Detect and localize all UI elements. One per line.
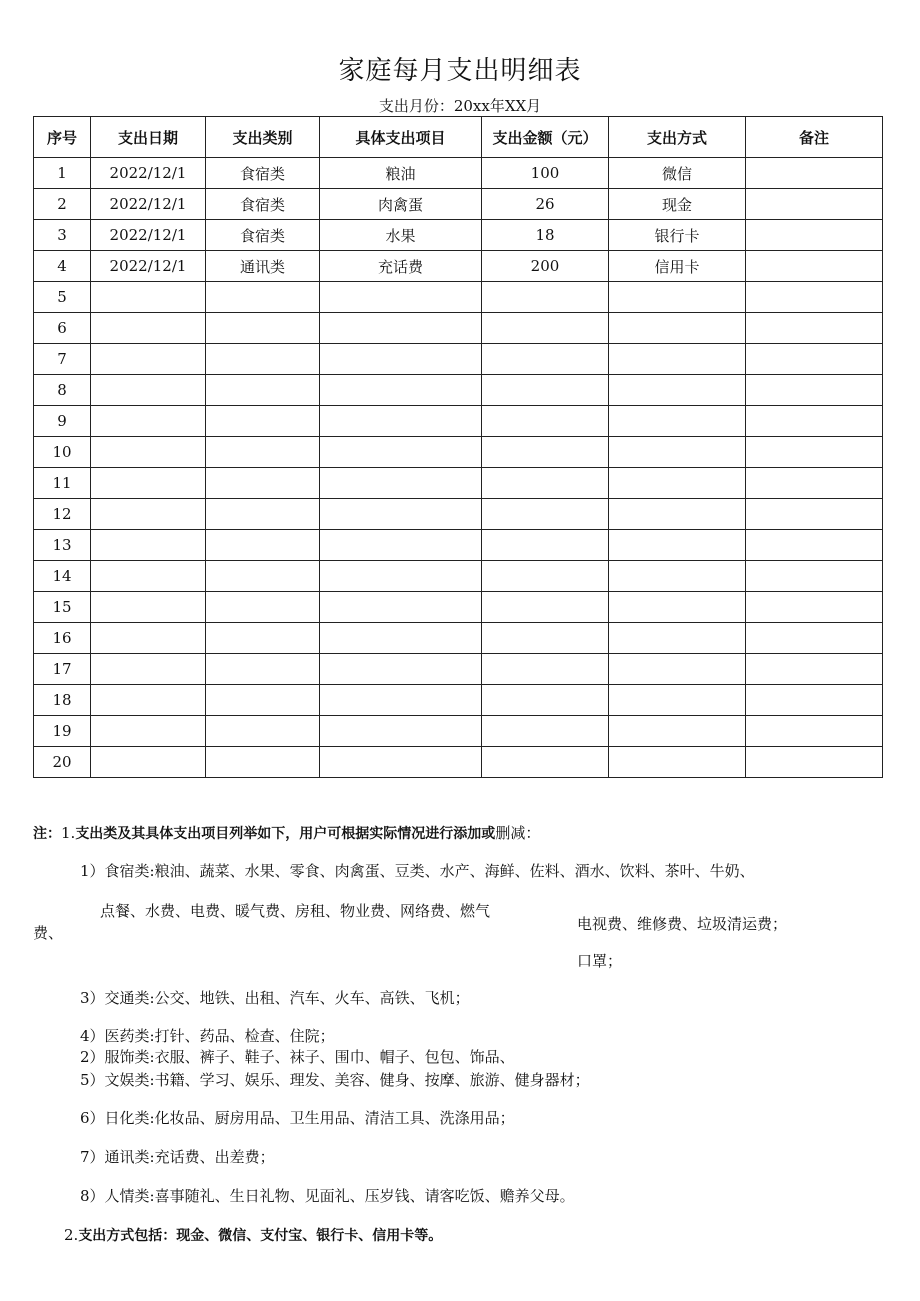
table-cell bbox=[482, 468, 609, 499]
table-cell: 银行卡 bbox=[609, 220, 746, 251]
table-cell bbox=[746, 716, 883, 747]
table-cell bbox=[206, 685, 320, 716]
table-cell bbox=[482, 592, 609, 623]
table-cell bbox=[609, 313, 746, 344]
table-cell: 食宿类 bbox=[206, 189, 320, 220]
table-cell bbox=[320, 747, 482, 778]
table-row bbox=[34, 499, 883, 530]
table-cell: 200 bbox=[482, 251, 609, 282]
table-cell: 水果 bbox=[320, 220, 482, 251]
table-cell bbox=[609, 623, 746, 654]
table-cell bbox=[206, 313, 320, 344]
table-cell bbox=[482, 282, 609, 313]
table-cell bbox=[746, 654, 883, 685]
note2-number: 2. bbox=[64, 1226, 79, 1244]
table-cell bbox=[320, 282, 482, 313]
category-entertainment: 5）文娱类:书籍、学习、娱乐、理发、美容、健身、按摩、旅游、健身器材； bbox=[80, 1071, 590, 1089]
table-cell bbox=[609, 561, 746, 592]
table-row bbox=[34, 406, 883, 437]
table-cell: 26 bbox=[482, 189, 609, 220]
table-cell bbox=[91, 561, 206, 592]
table-cell: 8 bbox=[34, 375, 91, 406]
table-cell bbox=[91, 747, 206, 778]
table-cell bbox=[91, 282, 206, 313]
table-cell bbox=[746, 437, 883, 468]
table-cell: 17 bbox=[34, 654, 91, 685]
table-cell bbox=[746, 685, 883, 716]
table-cell bbox=[482, 747, 609, 778]
table-cell: 15 bbox=[34, 592, 91, 623]
note1-text: 支出类及其具体支出项目列举如下，用户可根据实际情况进行添加或 bbox=[75, 826, 496, 842]
table-cell: 通讯类 bbox=[206, 251, 320, 282]
table-cell bbox=[206, 716, 320, 747]
table-cell: 现金 bbox=[609, 189, 746, 220]
table-cell bbox=[482, 499, 609, 530]
table-cell bbox=[609, 685, 746, 716]
table-cell bbox=[482, 437, 609, 468]
table-cell bbox=[746, 623, 883, 654]
table-cell: 100 bbox=[482, 158, 609, 189]
table-cell bbox=[482, 530, 609, 561]
table-row bbox=[34, 437, 883, 468]
category-food: 1）食宿类:粮油、蔬菜、水果、零食、肉禽蛋、豆类、水产、海鲜、佐料、酒水、饮料、茶叶、牛奶、 bbox=[80, 862, 755, 880]
table-cell bbox=[91, 406, 206, 437]
table-cell bbox=[206, 468, 320, 499]
table-cell: 18 bbox=[482, 220, 609, 251]
table-cell bbox=[609, 282, 746, 313]
table-cell bbox=[91, 468, 206, 499]
table-cell: 2022/12/1 bbox=[91, 158, 206, 189]
table-cell: 13 bbox=[34, 530, 91, 561]
table-cell: 16 bbox=[34, 623, 91, 654]
table-cell bbox=[91, 592, 206, 623]
table-cell bbox=[91, 437, 206, 468]
table-cell bbox=[91, 375, 206, 406]
table-cell bbox=[609, 499, 746, 530]
table-cell bbox=[91, 499, 206, 530]
table-cell bbox=[746, 747, 883, 778]
table-row bbox=[34, 344, 883, 375]
table-cell bbox=[320, 375, 482, 406]
table-row bbox=[34, 530, 883, 561]
table-row bbox=[34, 623, 883, 654]
table-row bbox=[34, 654, 883, 685]
table-cell bbox=[746, 282, 883, 313]
table-row bbox=[34, 158, 883, 189]
note2-text: 支出方式包括：现金、微信、支付宝、银行卡、信用卡等。 bbox=[78, 1228, 443, 1244]
table-cell bbox=[206, 406, 320, 437]
table-body bbox=[34, 158, 883, 778]
category-clothing: 2）服饰类:衣服、裤子、鞋子、袜子、围巾、帽子、包包、饰品、 bbox=[80, 1048, 515, 1066]
table-cell: 18 bbox=[34, 685, 91, 716]
table-cell bbox=[320, 530, 482, 561]
expense-table bbox=[33, 116, 883, 778]
table-cell: 14 bbox=[34, 561, 91, 592]
table-cell: 3 bbox=[34, 220, 91, 251]
table-cell bbox=[746, 251, 883, 282]
table-cell: 粮油 bbox=[320, 158, 482, 189]
table-row bbox=[34, 220, 883, 251]
category-food-continued: 点餐、水费、电费、暖气费、房租、物业费、网络费、燃气 bbox=[100, 902, 491, 920]
table-header-row bbox=[34, 117, 883, 158]
table-cell bbox=[320, 716, 482, 747]
table-cell: 11 bbox=[34, 468, 91, 499]
table-cell: 12 bbox=[34, 499, 91, 530]
table-row bbox=[34, 375, 883, 406]
table-cell bbox=[320, 313, 482, 344]
table-cell bbox=[206, 654, 320, 685]
table-cell bbox=[609, 592, 746, 623]
table-cell: 19 bbox=[34, 716, 91, 747]
table-cell bbox=[746, 561, 883, 592]
table-cell bbox=[609, 747, 746, 778]
table-cell bbox=[206, 344, 320, 375]
page-title: 家庭每月支出明细表 bbox=[338, 56, 582, 86]
table-cell bbox=[482, 313, 609, 344]
column-header: 序号 bbox=[34, 117, 91, 158]
table-cell: 2022/12/1 bbox=[91, 189, 206, 220]
table-cell: 食宿类 bbox=[206, 220, 320, 251]
table-cell: 肉禽蛋 bbox=[320, 189, 482, 220]
table-row bbox=[34, 747, 883, 778]
category-daily-goods: 6）日化类:化妆品、厨房用品、卫生用品、清洁工具、洗涤用品； bbox=[80, 1109, 515, 1127]
category-social: 8）人情类:喜事随礼、生日礼物、见面礼、压岁钱、请客吃饭、赡养父母。 bbox=[80, 1187, 575, 1205]
table-cell: 6 bbox=[34, 313, 91, 344]
expense-month: 支出月份：20xx年XX月 bbox=[378, 97, 542, 115]
table-cell bbox=[320, 437, 482, 468]
category-transport: 3）交通类:公交、地铁、出租、汽车、火车、高铁、飞机； bbox=[80, 989, 470, 1007]
note1-number: 1. bbox=[61, 824, 76, 842]
table-cell bbox=[746, 468, 883, 499]
table-cell bbox=[320, 468, 482, 499]
table-cell bbox=[482, 623, 609, 654]
table-cell bbox=[746, 313, 883, 344]
table-row bbox=[34, 468, 883, 499]
table-cell bbox=[91, 530, 206, 561]
table-cell bbox=[482, 406, 609, 437]
column-header: 备注 bbox=[746, 117, 883, 158]
table-row bbox=[34, 313, 883, 344]
table-cell bbox=[746, 530, 883, 561]
table-cell: 微信 bbox=[609, 158, 746, 189]
table-cell bbox=[482, 654, 609, 685]
table-cell: 20 bbox=[34, 747, 91, 778]
table-cell bbox=[91, 344, 206, 375]
table-cell bbox=[746, 158, 883, 189]
category-food-continued-right: 电视费、维修费、垃圾清运费； bbox=[577, 915, 788, 933]
table-cell bbox=[482, 344, 609, 375]
table-cell: 2022/12/1 bbox=[91, 251, 206, 282]
table-cell bbox=[609, 406, 746, 437]
table-cell: 食宿类 bbox=[206, 158, 320, 189]
category-food-masks: 口罩； bbox=[577, 952, 623, 970]
table-cell bbox=[746, 375, 883, 406]
column-header: 具体支出项目 bbox=[320, 117, 482, 158]
table-cell: 充话费 bbox=[320, 251, 482, 282]
table-cell bbox=[91, 623, 206, 654]
table-cell bbox=[609, 437, 746, 468]
table-cell bbox=[206, 282, 320, 313]
table-row bbox=[34, 251, 883, 282]
table-cell bbox=[482, 716, 609, 747]
table-cell bbox=[320, 685, 482, 716]
table-cell bbox=[206, 530, 320, 561]
table-cell bbox=[320, 561, 482, 592]
note-prefix: 注： bbox=[33, 826, 61, 842]
table-row bbox=[34, 685, 883, 716]
table-cell bbox=[746, 220, 883, 251]
column-header: 支出类别 bbox=[206, 117, 320, 158]
table-cell bbox=[206, 623, 320, 654]
table-cell: 4 bbox=[34, 251, 91, 282]
table-cell bbox=[91, 716, 206, 747]
table-cell: 5 bbox=[34, 282, 91, 313]
table-cell: 2022/12/1 bbox=[91, 220, 206, 251]
table-row bbox=[34, 282, 883, 313]
table-cell bbox=[746, 499, 883, 530]
table-cell: 10 bbox=[34, 437, 91, 468]
table-cell: 9 bbox=[34, 406, 91, 437]
table-cell bbox=[482, 685, 609, 716]
table-cell bbox=[206, 375, 320, 406]
table-cell: 7 bbox=[34, 344, 91, 375]
table-cell bbox=[206, 437, 320, 468]
table-cell bbox=[746, 592, 883, 623]
table-cell bbox=[609, 716, 746, 747]
table-cell bbox=[609, 530, 746, 561]
table-row bbox=[34, 561, 883, 592]
column-header: 支出金额（元） bbox=[482, 117, 609, 158]
table-cell bbox=[609, 375, 746, 406]
table-cell bbox=[320, 623, 482, 654]
table-cell bbox=[206, 592, 320, 623]
table-cell bbox=[320, 499, 482, 530]
table-row bbox=[34, 189, 883, 220]
table-cell bbox=[746, 189, 883, 220]
table-cell bbox=[746, 344, 883, 375]
table-cell bbox=[482, 561, 609, 592]
table-cell bbox=[482, 375, 609, 406]
table-cell bbox=[320, 654, 482, 685]
category-food-continued-fee: 费、 bbox=[33, 924, 64, 942]
column-header: 支出方式 bbox=[609, 117, 746, 158]
table-cell bbox=[206, 561, 320, 592]
note1-tail: 删减： bbox=[495, 824, 541, 842]
table-cell bbox=[206, 499, 320, 530]
category-medical: 4）医药类:打针、药品、检查、住院； bbox=[80, 1027, 335, 1045]
table-cell bbox=[320, 592, 482, 623]
table-cell bbox=[609, 344, 746, 375]
table-cell bbox=[746, 406, 883, 437]
table-cell bbox=[91, 654, 206, 685]
table-cell bbox=[609, 468, 746, 499]
table-cell: 1 bbox=[34, 158, 91, 189]
table-cell bbox=[609, 654, 746, 685]
table-cell bbox=[320, 344, 482, 375]
table-cell bbox=[320, 406, 482, 437]
table-cell bbox=[206, 747, 320, 778]
table-cell: 信用卡 bbox=[609, 251, 746, 282]
table-row bbox=[34, 716, 883, 747]
table-cell bbox=[91, 685, 206, 716]
column-header: 支出日期 bbox=[91, 117, 206, 158]
table-row bbox=[34, 592, 883, 623]
table-cell: 2 bbox=[34, 189, 91, 220]
table-cell bbox=[91, 313, 206, 344]
category-telecom: 7）通讯类:充话费、出差费； bbox=[80, 1148, 275, 1166]
